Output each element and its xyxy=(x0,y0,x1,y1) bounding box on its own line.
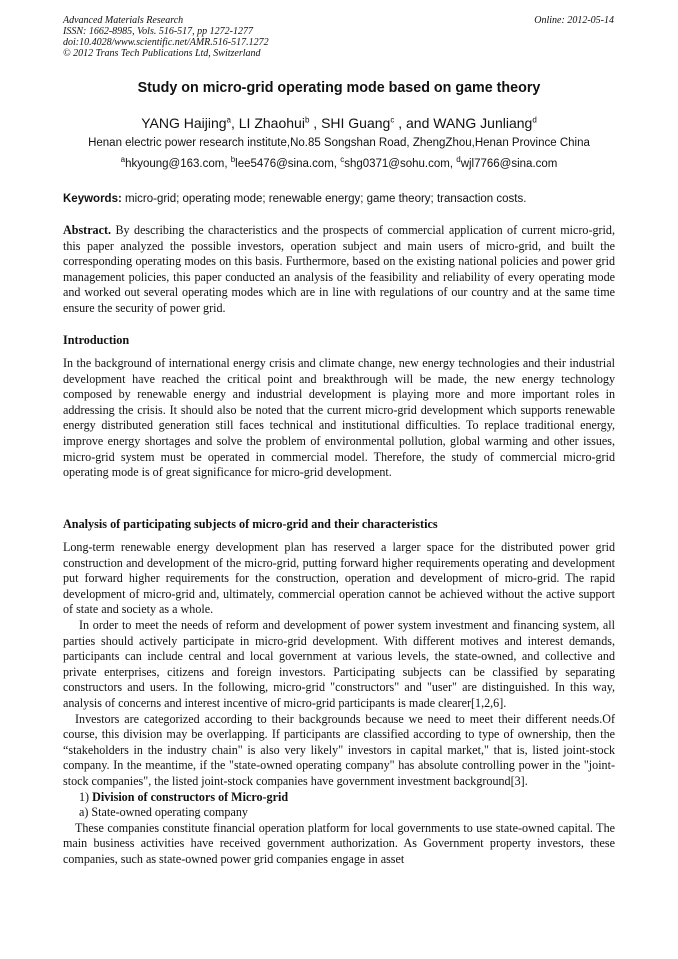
email-link[interactable]: wjl7766@sina.com xyxy=(460,158,558,170)
subsection-number: 1) xyxy=(79,789,90,804)
abstract-text: By describing the characteristics and the prospects of commercial application of current micro-grid, this paper analyzed the possible investors, operation subject and main users of micro-grid, and built the corresponding operating modes on this basis. Furthermore, based on the existing national policies and power grid management policies, this paper conducted an analysis of the feasibility and reliability of every operating mode and worked out several operating modes which are in line with regulations of our country and at the same time ensure the security of power grid. xyxy=(63,223,615,315)
email-link[interactable]: shg0371@sohu.com xyxy=(344,158,450,170)
journal-header xyxy=(63,15,269,59)
subsection-title: Division of constructors of Micro-grid xyxy=(92,789,289,804)
author-name: SHI Guang xyxy=(321,115,391,131)
author-list: YANG Haijing$^a$, LI Zhaohui$^b$ , SHI Guang$^c$ , and WANG Junliang$^d$ xyxy=(141,115,537,131)
author-mark: d xyxy=(532,115,537,125)
abstract-label: Abstract. xyxy=(63,223,112,237)
journal-name: Advanced Materials Research xyxy=(63,15,184,26)
online-date: Online: 2012-05-14 xyxy=(534,15,614,26)
author-mark: b xyxy=(304,115,310,125)
author-name: LI Zhaohui xyxy=(238,115,305,131)
author-name: WANG Junliang xyxy=(433,115,533,131)
paragraph: Long-term renewable energy development plan has reserved a larger space for the distributed power grid construction and development of the micro-grid, putting forward higher requirements operating and development put forward higher requirements for the construction, operation and development of micro-grid. The rapid development of micro-grid and, ultimately, commercial operation cannot be achieved without the active support of state and society as a whole. xyxy=(63,540,615,617)
email-mark: a xyxy=(120,155,126,165)
paragraph: In the background of international energy crisis and climate change, new energy technologies and their industrial development have reached the critical point and breakthrough will be made, the new energy technology composed by renewable energy and industrial development is playing more and more important roles in addressing the crisis. It should also be noted that the current micro-grid development which supports renewable energy distributed generation still faces technical and institutional difficulties. To replace traditional energy, improve energy shortages and solve the problem of environmental pollution, global warming and other issues, micro-grid system must be operated in commercial model. Therefore, the study of commercial micro-grid operating mode is of great significance for micro-grid development. xyxy=(63,356,615,480)
subsection-heading xyxy=(63,790,615,806)
author-mark: a xyxy=(226,115,231,125)
section-heading-introduction: Introduction xyxy=(63,333,130,347)
email-mark: b xyxy=(230,155,236,165)
email-mark: c xyxy=(340,155,345,165)
paragraph: In order to meet the needs of reform and development of power system investment and financing system, all parties should actively participate in micro-grid development. With different motives and interest demands, participants can include central and local government at various levels, the state-owned, and collective and private enterprises, citizens and foreign investors. Participating subjects can be classified by separating constructors and users. In the following, micro-grid "constructors" and "user" are distinguished. In this way, analysis of concerns and interest incentive of micro-grid participants is made clearer[1,2,6]. xyxy=(63,617,615,710)
author-mark: c xyxy=(390,115,395,125)
introduction-section xyxy=(63,356,615,481)
copyright-line: © 2012 Trans Tech Publications Ltd, Switzerland xyxy=(63,48,261,59)
issn-line: ISSN: 1662-8985, Vols. 516-517, pp 1272-1277 xyxy=(63,26,253,37)
paper-title: Study on micro-grid operating mode based on game theory xyxy=(137,80,541,96)
author-name: YANG Haijing xyxy=(141,115,227,131)
paragraph: Investors are categorized according to their backgrounds because we need to meet their different needs.Of course, this division may be overlapping. If participants are classified according to type of ownership, then the “stakeholders in the industry chain" is also very likely" investors in capital market," that is, listed joint-stock company. In the meantime, if the "state-owned operating company" has absolute controlling power in the "joint-stock companies", the listed joint-stock companies have government investment background[3]. xyxy=(63,711,615,788)
section-heading-analysis: Analysis of participating subjects of micro-grid and their characteristics xyxy=(63,517,438,531)
email-list: $^a$hkyoung@163.com, $^b$lee5476@sina.com, $^c$shg0371@sohu.com, $^d$wjl7766@sina.com xyxy=(120,155,558,170)
affiliation: Henan electric power research institute,No.85 Songshan Road, ZhengZhou,Henan Province China xyxy=(88,137,590,149)
email-mark: d xyxy=(456,155,461,165)
email-link[interactable]: lee5476@sina.com xyxy=(235,158,334,170)
keywords-text: micro-grid; operating mode; renewable energy; game theory; transaction costs. xyxy=(125,193,527,205)
keywords xyxy=(63,193,615,205)
keywords-label: Keywords: xyxy=(63,193,122,205)
email-link[interactable]: hkyoung@163.com xyxy=(125,158,225,170)
sub-item: a) State-owned operating company xyxy=(79,805,248,820)
abstract xyxy=(63,223,615,317)
analysis-section xyxy=(63,540,615,867)
paragraph: These companies constitute financial operation platform for local governments to use state-owned capital. The main business activities have received government authorization. As Government property investors, these companies, such as state-owned power grid companies engage in asset xyxy=(63,820,615,866)
doi-line: doi:10.4028/www.scientific.net/AMR.516-517.1272 xyxy=(63,37,269,48)
